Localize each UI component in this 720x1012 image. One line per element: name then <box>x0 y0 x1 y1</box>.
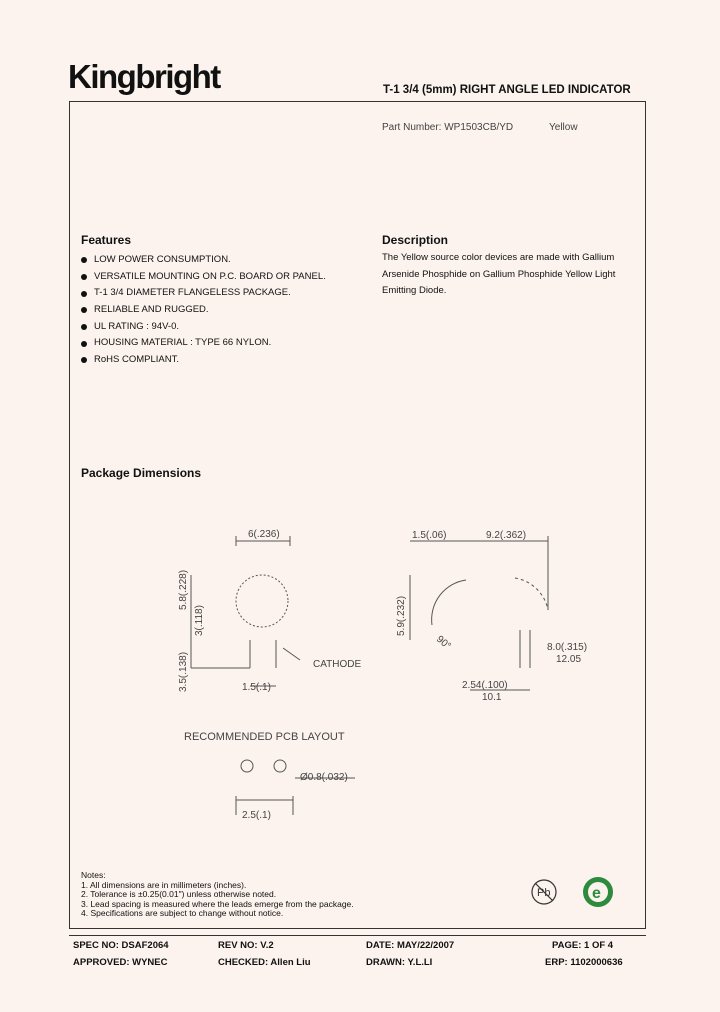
brand-logo: Kingbright <box>68 58 220 95</box>
dim-label: 3.5(.138) <box>178 651 189 692</box>
list-item: UL RATING : 94V-0. <box>81 319 326 336</box>
description-heading: Description <box>382 233 449 247</box>
dim-label: 10.1 <box>482 692 502 703</box>
led-front-circle <box>236 575 288 627</box>
footer-divider <box>69 935 646 936</box>
dim-label: 90° <box>434 633 453 653</box>
dim-label: 2.5(.1) <box>242 810 271 821</box>
list-item: RoHS COMPLIANT. <box>81 352 326 369</box>
list-item: HOUSING MATERIAL : TYPE 66 NYLON. <box>81 335 326 352</box>
rohs-e-label: e <box>592 885 601 902</box>
list-item: RELIABLE AND RUGGED. <box>81 302 326 319</box>
revision: REV NO: V.2 <box>218 940 274 951</box>
date: DATE: MAY/22/2007 <box>366 940 455 951</box>
compliance-badges <box>528 874 620 914</box>
dim-label: 5.8(.228) <box>178 569 189 610</box>
list-item: T-1 3/4 DIAMETER FLANGELESS PACKAGE. <box>81 285 326 302</box>
dim-label: 1.5(.06) <box>412 530 447 541</box>
spec-number: SPEC NO: DSAF2064 <box>73 940 169 951</box>
dim-label: 5.9(.232) <box>396 595 407 636</box>
page-number: PAGE: 1 OF 4 <box>552 940 614 951</box>
notes-block: Notes: 1. All dimensions are in millimeters (inches). 2. Tolerance is ±0.25(0.01") unless otherwise noted. 3. Lead spacing is measured where the leads emerge from the package. 4. Specifications are subject to change without notice. <box>81 870 354 919</box>
dim-label: 3(.118) <box>194 605 205 636</box>
dim-label: 12.05 <box>556 654 582 665</box>
package-heading: Package Dimensions <box>81 466 202 480</box>
approved-by: APPROVED: WYNEC <box>73 957 168 968</box>
pcb-hole <box>274 760 286 772</box>
cathode-label: CATHODE <box>313 659 362 670</box>
document-title: T-1 3/4 (5mm) RIGHT ANGLE LED INDICATOR <box>383 84 631 96</box>
pb-free-label: Pb <box>537 887 551 899</box>
part-color: Yellow <box>549 122 578 133</box>
led-side-arc <box>432 580 466 625</box>
features-heading: Features <box>81 233 132 247</box>
pcb-title: RECOMMENDED PCB LAYOUT <box>184 731 345 743</box>
dim-label: 8.0(.315) <box>547 642 588 653</box>
dim-label: 9.2(.362) <box>486 530 527 541</box>
list-item: LOW POWER CONSUMPTION. <box>81 252 326 269</box>
pcb-hole <box>241 760 253 772</box>
dim-label: 6(.236) <box>248 529 280 540</box>
dim-label: Ø0.8(.032) <box>300 772 348 783</box>
erp-number: ERP: 1102000636 <box>545 957 623 968</box>
description-text: The Yellow source color devices are made with Gallium Arsenide Phosphide on Gallium Phosphide Yellow Light Emitting Diode. <box>382 252 616 297</box>
dim-label: 2.54(.100) <box>462 680 508 691</box>
checked-by: CHECKED: Allen Liu <box>218 957 311 968</box>
part-number: Part Number: WP1503CB/YD <box>382 122 514 133</box>
drawn-by: DRAWN: Y.L.LI <box>366 957 433 968</box>
list-item: VERSATILE MOUNTING ON P.C. BOARD OR PANEL. <box>81 269 326 286</box>
dim-label: 1.5(.1) <box>242 682 271 693</box>
